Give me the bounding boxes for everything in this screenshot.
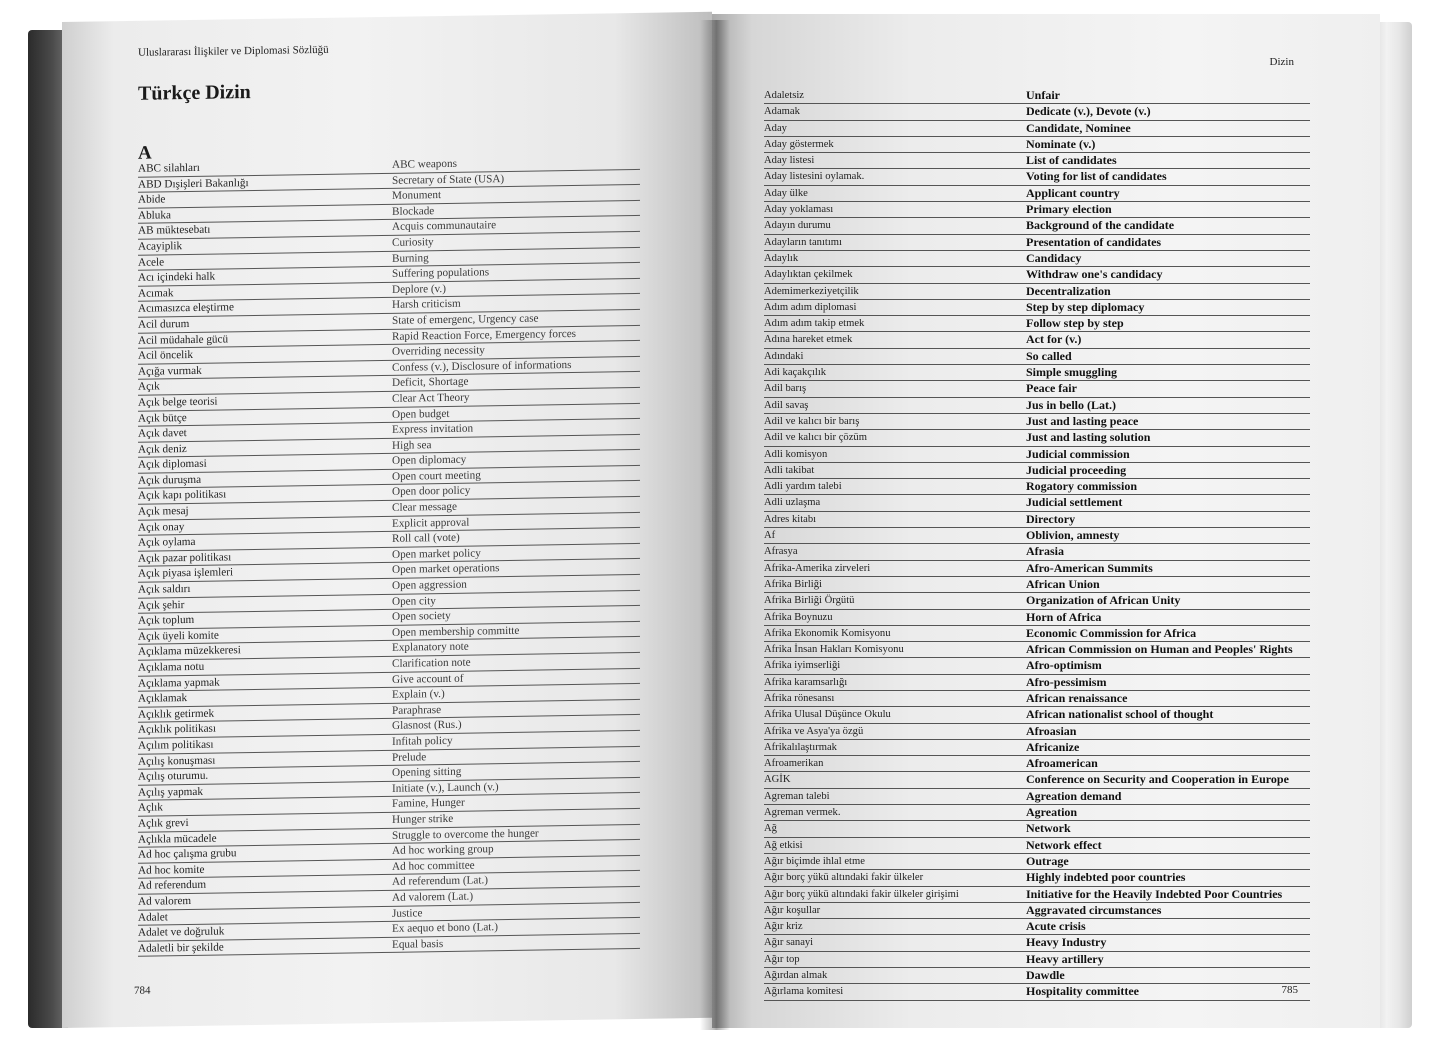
english-term: African Union (1026, 576, 1310, 592)
index-row (764, 951, 1310, 967)
index-row (764, 446, 1310, 462)
english-term: Clarification note (392, 652, 640, 671)
turkish-term: Ağır borç yükü altındaki fakir ülkeler girişimi (764, 886, 1026, 902)
index-row (764, 250, 1310, 266)
english-term: Confess (v.), Disclosure of informations (392, 356, 640, 375)
turkish-term: Ağırlama komitesi (764, 984, 1026, 1000)
english-term: Prelude (392, 746, 640, 765)
index-row (764, 756, 1310, 772)
turkish-term: Afrika İnsan Hakları Komisyonu (764, 642, 1026, 658)
turkish-term: Aday ülke (764, 185, 1026, 201)
turkish-term: Adalet (138, 906, 392, 926)
english-term: Clear message (392, 496, 640, 515)
index-row (764, 316, 1310, 332)
turkish-term: Aday göstermek (764, 136, 1026, 152)
turkish-term: Açık oylama (138, 532, 392, 552)
index-row (764, 234, 1310, 250)
english-term: Burning (392, 247, 640, 266)
english-term: Voting for list of candidates (1026, 169, 1310, 185)
index-row (764, 902, 1310, 918)
english-term: Deplore (v.) (392, 278, 640, 297)
index-row (764, 299, 1310, 315)
english-term: Explanatory note (392, 637, 640, 656)
turkish-term: Açık diplomasi (138, 454, 392, 474)
turkish-term: Açıklama müzekkeresi (138, 641, 392, 661)
index-row (764, 104, 1310, 120)
left-page (62, 12, 712, 1028)
index-row (764, 511, 1310, 527)
turkish-term: Ad hoc çalışma grubu (138, 843, 392, 863)
english-term: Economic Commission for Africa (1026, 625, 1310, 641)
english-term: Afro-American Summits (1026, 560, 1310, 576)
turkish-term: Acil müdahale gücü (138, 329, 392, 349)
english-term: Give account of (392, 668, 640, 687)
turkish-term: Abluka (138, 204, 392, 224)
turkish-term: Açık davet (138, 422, 392, 442)
index-row (764, 120, 1310, 136)
index-row (764, 397, 1310, 413)
english-term: Open aggression (392, 574, 640, 593)
english-term: So called (1026, 348, 1310, 364)
english-term: Initiate (v.), Launch (v.) (392, 777, 640, 796)
index-row (764, 625, 1310, 641)
english-term: Equal basis (392, 933, 640, 952)
english-term: Afro-optimism (1026, 658, 1310, 674)
turkish-term: Ağırdan almak (764, 968, 1026, 984)
turkish-term: Ağır koşullar (764, 902, 1026, 918)
index-row (764, 853, 1310, 869)
index-row (764, 267, 1310, 283)
turkish-term: Adli komisyon (764, 446, 1026, 462)
turkish-term: Adındaki (764, 348, 1026, 364)
english-term: Candidate, Nominee (1026, 120, 1310, 136)
english-term: Afroamerican (1026, 756, 1310, 772)
english-term: High sea (392, 434, 640, 453)
turkish-term: Adres kitabı (764, 511, 1026, 527)
index-row (764, 88, 1310, 104)
english-term: Organization of African Unity (1026, 593, 1310, 609)
turkish-term: ABC silahları (138, 158, 392, 177)
index-row (764, 413, 1310, 429)
english-term: Withdraw one's candidacy (1026, 267, 1310, 283)
turkish-term: Acele (138, 251, 392, 271)
english-term: Overriding necessity (392, 341, 640, 360)
turkish-term: Ağır kriz (764, 919, 1026, 935)
turkish-term: Abide (138, 189, 392, 209)
index-row (764, 984, 1310, 1000)
turkish-term: Açlık (138, 797, 392, 817)
turkish-term: Afrika Ekonomik Komisyonu (764, 625, 1026, 641)
running-head: Uluslararası İlişkiler ve Diplomasi Sözlüğü (138, 43, 329, 59)
english-term: Africanize (1026, 739, 1310, 755)
english-term: Jus in bello (Lat.) (1026, 397, 1310, 413)
english-term: Afro-pessimism (1026, 674, 1310, 690)
english-term: African nationalist school of thought (1026, 707, 1310, 723)
book-gutter-shadow (700, 20, 730, 1030)
index-row (764, 837, 1310, 853)
english-term: Just and lasting solution (1026, 430, 1310, 446)
english-term: Open market policy (392, 543, 640, 562)
index-row (764, 593, 1310, 609)
english-term: Primary election (1026, 202, 1310, 218)
index-row (764, 479, 1310, 495)
english-term: Directory (1026, 511, 1310, 527)
index-letter-heading: A (138, 142, 152, 164)
turkish-term: Afrika Ulusal Düşünce Okulu (764, 707, 1026, 723)
english-term: Rogatory commission (1026, 479, 1310, 495)
index-row (764, 658, 1310, 674)
index-row (764, 283, 1310, 299)
english-term: African renaissance (1026, 690, 1310, 706)
turkish-term: Ağ etkisi (764, 837, 1026, 853)
turkish-term: Adaylıktan çekilmek (764, 267, 1026, 283)
turkish-term: Ademimerkeziyetçilik (764, 283, 1026, 299)
english-term: Clear Act Theory (392, 387, 640, 406)
turkish-term: Adli takibat (764, 462, 1026, 478)
index-row (764, 609, 1310, 625)
index-table-right (764, 88, 1310, 1001)
page-number: 784 (134, 984, 151, 997)
index-row (764, 544, 1310, 560)
english-term: Presentation of candidates (1026, 234, 1310, 250)
turkish-term: Açık toplum (138, 610, 392, 630)
index-row (764, 136, 1310, 152)
running-head: Dizin (1269, 56, 1294, 68)
english-term: Act for (v.) (1026, 332, 1310, 348)
turkish-term: Açıklık getirmek (138, 703, 392, 723)
english-term: Peace fair (1026, 381, 1310, 397)
index-row (764, 560, 1310, 576)
turkish-term: Açık deniz (138, 438, 392, 458)
turkish-term: Açık şehir (138, 594, 392, 614)
english-term: Open society (392, 606, 640, 625)
index-row (764, 821, 1310, 837)
english-term: Nominate (v.) (1026, 136, 1310, 152)
turkish-term: Adım adım takip etmek (764, 316, 1026, 332)
english-term: Infitah policy (392, 730, 640, 749)
turkish-term: Adil ve kalıcı bir çözüm (764, 430, 1026, 446)
english-term: Justice (392, 902, 640, 921)
turkish-term: Aday listesini oylamak. (764, 169, 1026, 185)
turkish-term: Açık mesaj (138, 500, 392, 520)
index-row (764, 153, 1310, 169)
english-term: Acute crisis (1026, 919, 1310, 935)
index-row (764, 169, 1310, 185)
index-row (764, 935, 1310, 951)
english-term: Explicit approval (392, 512, 640, 531)
index-row (764, 381, 1310, 397)
index-row (764, 919, 1310, 935)
english-term: Afroasian (1026, 723, 1310, 739)
turkish-term: Açıklık politikası (138, 719, 392, 739)
turkish-term: AGİK (764, 772, 1026, 788)
index-row (764, 788, 1310, 804)
turkish-term: Açık bütçe (138, 407, 392, 427)
english-term: Open door policy (392, 481, 640, 500)
index-row (764, 202, 1310, 218)
turkish-term: Adım adım diplomasi (764, 299, 1026, 315)
english-term: Afrasia (1026, 544, 1310, 560)
index-row (764, 805, 1310, 821)
turkish-term: Afrika Boynuzu (764, 609, 1026, 625)
turkish-term: Afrika-Amerika zirveleri (764, 560, 1026, 576)
english-term: Opening sitting (392, 762, 640, 781)
index-row (764, 772, 1310, 788)
turkish-term: Ad referendum (138, 875, 392, 895)
english-term: Heavy artillery (1026, 951, 1310, 967)
turkish-term: Açlıkla mücadele (138, 828, 392, 848)
turkish-term: Açık duruşma (138, 469, 392, 489)
english-term: Open market operations (392, 559, 640, 578)
english-term: Agreation demand (1026, 788, 1310, 804)
turkish-term: Afrasya (764, 544, 1026, 560)
index-row (764, 528, 1310, 544)
english-term: Monument (392, 185, 640, 204)
english-term: ABC weapons (392, 154, 640, 173)
turkish-term: Acımak (138, 282, 392, 302)
turkish-term: Adalet ve doğruluk (138, 921, 392, 941)
english-term: Follow step by step (1026, 316, 1310, 332)
turkish-term: Adayın durumu (764, 218, 1026, 234)
english-term: Blockade (392, 200, 640, 219)
turkish-term: Ağır biçimde ihlal etme (764, 853, 1026, 869)
english-term: Dedicate (v.), Devote (v.) (1026, 104, 1310, 120)
english-term: Secretary of State (USA) (392, 169, 640, 188)
english-term: Express invitation (392, 419, 640, 438)
turkish-term: Açık onay (138, 516, 392, 536)
english-term: Open court meeting (392, 465, 640, 484)
english-term: Highly indebted poor countries (1026, 870, 1310, 886)
turkish-term: Açılım politikası (138, 734, 392, 754)
english-term: Agreation (1026, 805, 1310, 821)
english-term: Famine, Hunger (392, 793, 640, 812)
english-term: Unfair (1026, 88, 1310, 104)
english-term: Hospitality committee (1026, 984, 1310, 1000)
index-row (764, 870, 1310, 886)
turkish-term: Açık kapı politikası (138, 485, 392, 505)
index-row (764, 185, 1310, 201)
turkish-term: Açıklama notu (138, 656, 392, 676)
turkish-term: Ad hoc komite (138, 859, 392, 879)
turkish-term: Ağır borç yükü altındaki fakir ülkeler (764, 870, 1026, 886)
turkish-term: Adil savaş (764, 397, 1026, 413)
turkish-term: Agreman vermek. (764, 805, 1026, 821)
turkish-term: Açık piyasa işlemleri (138, 563, 392, 583)
turkish-term: Afrikalılaştırmak (764, 739, 1026, 755)
turkish-term: Adil ve kalıcı bir barış (764, 413, 1026, 429)
right-page (712, 14, 1380, 1028)
turkish-term: Aday (764, 120, 1026, 136)
index-row (764, 723, 1310, 739)
index-row (764, 739, 1310, 755)
index-row (764, 968, 1310, 984)
english-term: Paraphrase (392, 699, 640, 718)
turkish-term: Adi kaçakçılık (764, 365, 1026, 381)
index-row (764, 674, 1310, 690)
english-term: Background of the candidate (1026, 218, 1310, 234)
index-row (764, 707, 1310, 723)
turkish-term: Af (764, 528, 1026, 544)
turkish-term: ABD Dışişleri Bakanlığı (138, 173, 392, 193)
english-term: Ad hoc working group (392, 840, 640, 859)
index-row (764, 348, 1310, 364)
index-row (764, 218, 1310, 234)
turkish-term: Adli uzlaşma (764, 495, 1026, 511)
english-term: Network effect (1026, 837, 1310, 853)
turkish-term: Adil barış (764, 381, 1026, 397)
english-term: Simple smuggling (1026, 365, 1310, 381)
turkish-term: Acayiplik (138, 235, 392, 255)
english-term: Horn of Africa (1026, 609, 1310, 625)
turkish-term: Adaylık (764, 250, 1026, 266)
english-term: Acquis communautaire (392, 216, 640, 235)
turkish-term: Adına hareket etmek (764, 332, 1026, 348)
english-term: Just and lasting peace (1026, 413, 1310, 429)
turkish-term: Ağ (764, 821, 1026, 837)
turkish-term: Ağır top (764, 951, 1026, 967)
english-term: Suffering populations (392, 263, 640, 282)
turkish-term: Afrika iyimserliği (764, 658, 1026, 674)
index-row (764, 430, 1310, 446)
english-term: Roll call (vote) (392, 528, 640, 547)
turkish-term: Açık üyeli komite (138, 625, 392, 645)
turkish-term: Afrika rönesansı (764, 690, 1026, 706)
index-row (764, 690, 1310, 706)
english-term: Initiative for the Heavily Indebted Poor Countries (1026, 886, 1310, 902)
turkish-term: Afrika Birliği Örgütü (764, 593, 1026, 609)
turkish-term: Afrika karamsarlığı (764, 674, 1026, 690)
index-row (764, 462, 1310, 478)
turkish-term: Açık belge teorisi (138, 391, 392, 411)
english-term: Ad referendum (Lat.) (392, 871, 640, 890)
turkish-term: Acil durum (138, 313, 392, 333)
english-term: Open membership committe (392, 621, 640, 640)
turkish-term: AB müktesebatı (138, 220, 392, 240)
turkish-term: Ad valorem (138, 890, 392, 910)
turkish-term: Aday yoklaması (764, 202, 1026, 218)
turkish-term: Adaletsiz (764, 88, 1026, 104)
turkish-term: Adli yardım talebi (764, 479, 1026, 495)
english-term: Decentralization (1026, 283, 1310, 299)
turkish-term: Afrika ve Asya'ya özgü (764, 723, 1026, 739)
english-term: Ad valorem (Lat.) (392, 886, 640, 905)
english-term: Open city (392, 590, 640, 609)
turkish-term: Açlık grevi (138, 812, 392, 832)
english-term: Judicial proceeding (1026, 462, 1310, 478)
english-term: Struggle to overcome the hunger (392, 824, 640, 843)
index-row (764, 886, 1310, 902)
english-term: Oblivion, amnesty (1026, 528, 1310, 544)
turkish-term: Agreman talebi (764, 788, 1026, 804)
turkish-term: Açıklamak (138, 688, 392, 708)
english-term: Glasnost (Rus.) (392, 715, 640, 734)
turkish-term: Adaletli bir şekilde (138, 937, 392, 957)
turkish-term: Açık saldırı (138, 578, 392, 598)
english-term: Applicant country (1026, 185, 1310, 201)
english-term: Step by step diplomacy (1026, 299, 1310, 315)
english-term: Deficit, Shortage (392, 372, 640, 391)
turkish-term: Açılış oturumu. (138, 765, 392, 785)
english-term: Judicial settlement (1026, 495, 1310, 511)
english-term: Open budget (392, 403, 640, 422)
english-term: Aggravated circumstances (1026, 902, 1310, 918)
english-term: State of emergenc, Urgency case (392, 309, 640, 328)
turkish-term: Ağır sanayi (764, 935, 1026, 951)
english-term: Open diplomacy (392, 450, 640, 469)
turkish-term: Açık (138, 376, 392, 396)
turkish-term: Açıklama yapmak (138, 672, 392, 692)
turkish-term: Adayların tanıtımı (764, 234, 1026, 250)
index-row (764, 576, 1310, 592)
english-term: List of candidates (1026, 153, 1310, 169)
english-term: Ex aequo et bono (Lat.) (392, 918, 640, 937)
english-term: Heavy Industry (1026, 935, 1310, 951)
english-term: Candidacy (1026, 250, 1310, 266)
english-term: Harsh criticism (392, 294, 640, 313)
turkish-term: Acımasızca eleştirme (138, 298, 392, 318)
english-term: Hunger strike (392, 808, 640, 827)
english-term: Network (1026, 821, 1310, 837)
turkish-term: Açık pazar politikası (138, 547, 392, 567)
turkish-term: Açılış yapmak (138, 781, 392, 801)
page-number: 785 (1281, 984, 1298, 996)
english-term: Judicial commission (1026, 446, 1310, 462)
english-term: Ad hoc committee (392, 855, 640, 874)
index-row (764, 495, 1310, 511)
english-term: Explain (v.) (392, 684, 640, 703)
section-title: Türkçe Dizin (138, 81, 251, 105)
turkish-term: Açılış konuşması (138, 750, 392, 770)
turkish-term: Aday listesi (764, 153, 1026, 169)
turkish-term: Afrika Birliği (764, 576, 1026, 592)
turkish-term: Acı içindeki halk (138, 266, 392, 286)
index-row (764, 642, 1310, 658)
english-term: Curiosity (392, 231, 640, 250)
english-term: Conference on Security and Cooperation in Europe (1026, 772, 1310, 788)
turkish-term: Açığa vurmak (138, 360, 392, 380)
english-term: African Commission on Human and Peoples' Rights (1026, 642, 1310, 658)
turkish-term: Afroamerikan (764, 756, 1026, 772)
turkish-term: Acil öncelik (138, 344, 392, 364)
english-term: Outrage (1026, 853, 1310, 869)
index-table-left (138, 154, 640, 957)
index-row (764, 332, 1310, 348)
english-term: Dawdle (1026, 968, 1310, 984)
turkish-term: Adamak (764, 104, 1026, 120)
index-row (764, 365, 1310, 381)
english-term: Rapid Reaction Force, Emergency forces (392, 325, 640, 344)
